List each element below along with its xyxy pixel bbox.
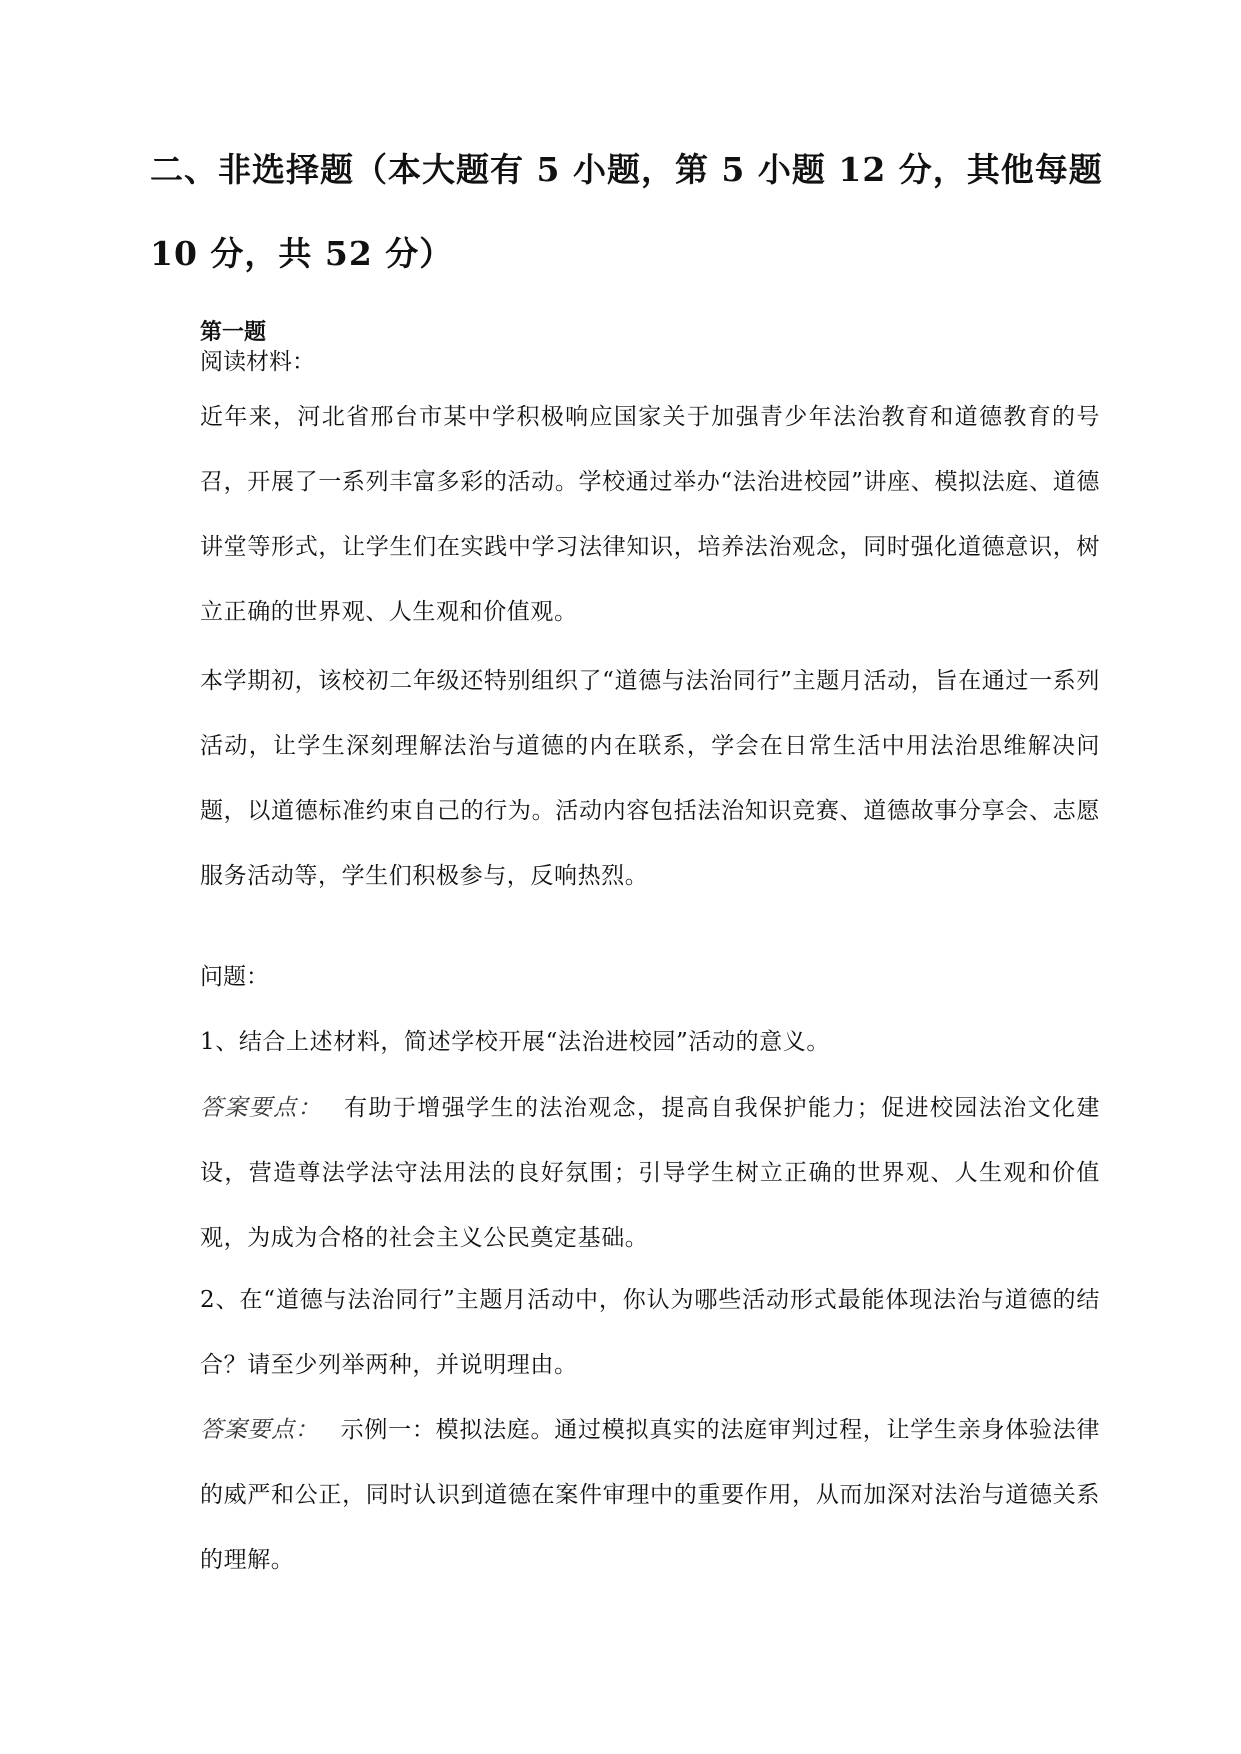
answer-1 [200,1076,1100,1271]
section-heading: 二、非选择题（本大题有 5 小题，第 5 小题 12 分，其他每题 10 分，共 52 分） [150,150,1103,273]
answer-1-text: 有助于增强学生的法治观念，提高自我保护能力；促进校园法治文化建设，营造尊法学法守法用法的良好氛围；引导学生树立正确的世界观、人生观和价值观，为成为合格的社会主义公民奠定基础。 [200,1095,1100,1251]
answer-2-label: 答案要点： [200,1417,319,1443]
question-1-text: 1、结合上述材料，简述学校开展“法治进校园”活动的意义。 [200,1029,830,1055]
answer-2-text: 示例一：模拟法庭。通过模拟真实的法庭审判过程，让学生亲身体验法律的威严和公正，同时认识到道德在案件审理中的重要作用，从而加深对法治与道德关系的理解。 [200,1417,1101,1573]
questions-label: 问题： [200,964,269,990]
answer-1-label: 答案要点： [200,1095,323,1121]
question-2-text: 2、在“道德与法治同行”主题月活动中，你认为哪些活动形式最能体现法治与道德的结合？请至少列举两种，并说明理由。 [200,1287,1100,1378]
material-paragraph-1: 近年来，河北省邢台市某中学积极响应国家关于加强青少年法治教育和道德教育的号召，开展了一系列丰富多彩的活动。学校通过举办“法治进校园”讲座、模拟法庭、道德讲堂等形式，让学生们在实践中学习法律知识，培养法治观念，同时强化道德意识，树立正确的世界观、人生观和价值观。 [200,404,1100,625]
material-paragraph-2: 本学期初，该校初二年级还特别组织了“道德与法治同行”主题月活动，旨在通过一系列活动，让学生深刻理解法治与道德的内在联系，学会在日常生活中用法治思维解决问题，以道德标准约束自己的行为。活动内容包括法治知识竞赛、道德故事分享会、志愿服务活动等，学生们积极参与，反响热烈。 [200,668,1100,889]
reading-label: 阅读材料： [200,349,315,375]
question-title: 第一题 [200,319,267,345]
answer-2 [200,1398,1100,1593]
